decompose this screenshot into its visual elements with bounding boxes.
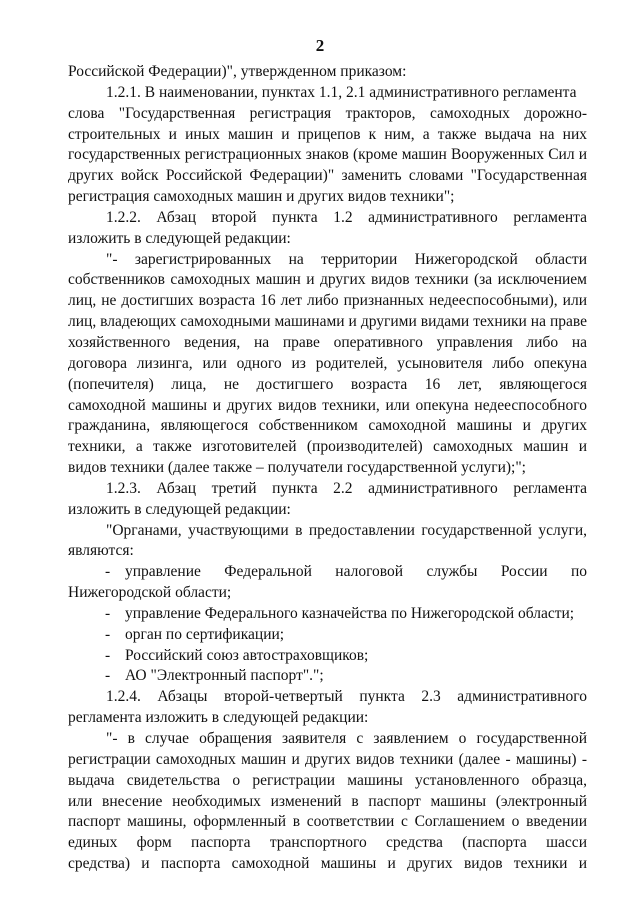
- text-line: "- в случае обращения заявителя с заявлением о государственной: [106, 730, 587, 747]
- bullet-dash: -: [105, 646, 111, 664]
- text-line: 1.2.3. Абзац третий пункта 2.2 административного регламента: [106, 479, 587, 497]
- text-line: регламента изложить в следующей редакции:: [68, 709, 369, 727]
- text-line: изложить в следующей редакции:: [68, 229, 291, 247]
- list-item: [68, 666, 587, 687]
- text-line: паспорт машины, оформленный в соответствии с Соглашением о введении: [68, 813, 587, 831]
- text-line: слова "Государственная регистрация тракторов, самоходных дорожно-: [68, 104, 587, 122]
- text-line: Нижегородской области;: [68, 584, 232, 602]
- text-line: "- зарегистрированных на территории Нижегородской области: [106, 250, 587, 268]
- text-line: выдача свидетельства о регистрации машины установленного образца,: [68, 771, 587, 789]
- text-line: 1.2.2. Абзац второй пункта 1.2 административного регламента: [106, 208, 587, 226]
- text-line: строительных и иных машин и прицепов к ним, а также выдача на них: [68, 125, 587, 143]
- list-item: [68, 562, 587, 583]
- text-line: единых форм паспорта транспортного средства (паспорта шасси: [68, 834, 587, 852]
- text-line: договора лизинга, или одного из родителей, усыновителя либо опекуна: [68, 354, 587, 372]
- text-line: других войск Российской Федерации)" заменить словами "Государственная: [68, 167, 587, 185]
- text-line: лиц, не достигших возраста 16 лет либо признанных недееспособными), или: [68, 292, 587, 310]
- text-line: средства) и паспорта самоходной машины и других видов техники и: [68, 855, 587, 873]
- text-line: изложить в следующей редакции:: [68, 500, 291, 518]
- text-line: государственных регистрационных знаков (кроме машин Вооруженных Сил и: [68, 146, 587, 164]
- list-item-text: АО "Электронный паспорт".";: [125, 667, 324, 685]
- text-line: самоходной машины и других видов техники, или опекуна недееспособного: [68, 396, 587, 414]
- bullet-dash: -: [105, 625, 111, 643]
- document-body: [68, 62, 587, 875]
- text-line: регистрации самоходных машин и других видов техники (далее - машины) -: [68, 750, 587, 768]
- list-item-text: Российский союз автостраховщиков;: [125, 646, 369, 664]
- text-line: являются:: [68, 542, 134, 560]
- list-item-text: управление Федерального казначейства по Нижегородской области;: [125, 604, 575, 622]
- list-item: [68, 604, 587, 625]
- text-line: или внесение необходимых изменений в паспорт машины (электронный: [68, 792, 587, 810]
- list-item: [68, 625, 587, 646]
- bullet-dash: -: [105, 563, 111, 581]
- text-line: "Органами, участвующими в предоставлении государственной услуги,: [106, 521, 587, 539]
- text-line: (попечителя) лица, не достигшего возраста 16 лет, являющегося: [68, 375, 587, 393]
- bullet-dash: -: [105, 604, 111, 622]
- text-line: 1.2.4. Абзацы второй-четвертый пункта 2.3 административного: [106, 688, 587, 706]
- page-number: 2: [315, 36, 325, 55]
- list-item: [68, 646, 587, 667]
- bullet-dash: -: [105, 667, 111, 685]
- text-line: Российской Федерации)", утвержденном приказом:: [68, 63, 407, 80]
- text-line: хозяйственного ведения, на праве оперативного управления либо на: [68, 333, 587, 351]
- text-line: лиц, владеющих самоходными машинами и другими видами техники на праве: [68, 313, 587, 331]
- list-item-text: управление Федеральной налоговой службы России по: [125, 563, 587, 581]
- text-line: собственников самоходных машин и других видов техники (за исключением: [68, 271, 587, 289]
- list-item-text: орган по сертификации;: [125, 625, 285, 643]
- text-line: видов техники (далее также – получатели государственной услуги);";: [68, 459, 526, 477]
- text-line: техники, а также изготовителей (производителей) самоходных машин и: [68, 438, 587, 456]
- text-line: регистрация самоходных машин и других видов техники";: [68, 188, 455, 206]
- text-line: 1.2.1. В наименовании, пунктах 1.1, 2.1 административного регламента: [106, 83, 577, 101]
- text-line: гражданина, являющегося собственником самоходной машины и других: [68, 417, 587, 435]
